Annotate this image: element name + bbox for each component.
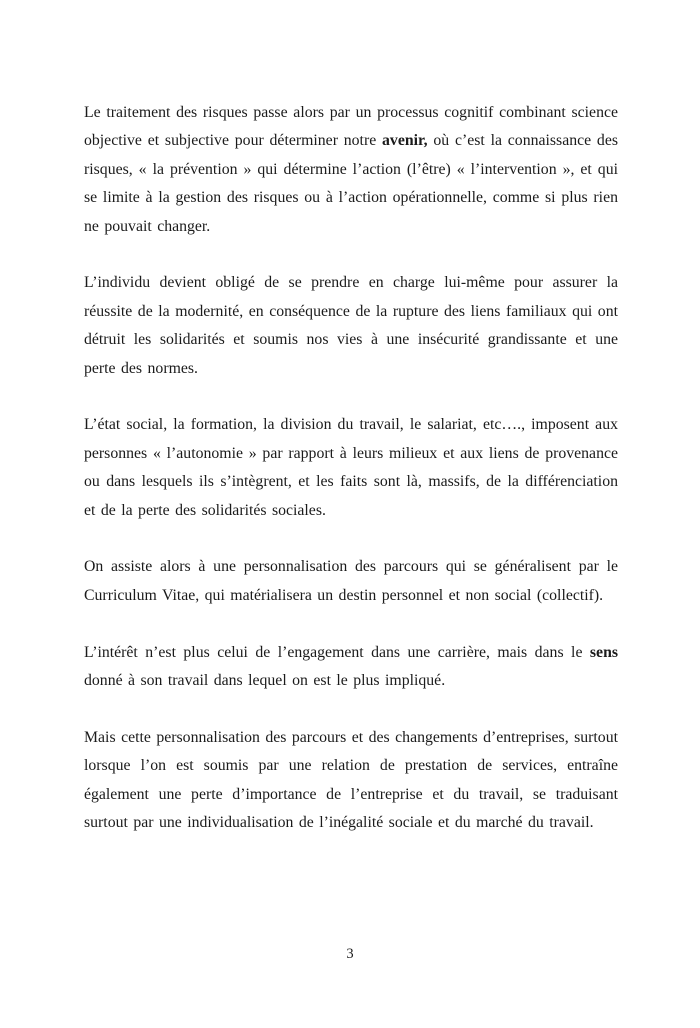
paragraph-text: L’état social, la formation, la division du travail, le salariat, etc…., imposent aux personnes « l’autonomie » par rapport à leurs milieux et aux liens de provenance ou dans lesquels ils s’intègrent, et les faits sont là, massifs, de la différenciation et de la perte des solidarités sociales.: [84, 416, 618, 519]
paragraph: [84, 639, 618, 696]
paragraph: [84, 99, 618, 241]
paragraph-text: L’intérêt n’est plus celui de l’engagement dans une carrière, mais dans le: [84, 643, 590, 661]
paragraph: [84, 724, 618, 838]
paragraph-text-bold: avenir,: [382, 132, 428, 150]
paragraph: [84, 553, 618, 610]
paragraph-text: Le traitement des risques passe alors par un processus cognitif combinant science objective et subjective pour déterminer notre: [84, 104, 618, 150]
paragraph-text: où c’est la connaissance des risques, « la prévention » qui détermine l’action (l’être) « l’intervention », et qui se limite à la gestion des risques ou à l’action opérationnelle, comme si plus rien ne pouvait changer.: [84, 132, 618, 235]
paragraph: [84, 411, 618, 525]
paragraph-text-bold: sens: [589, 643, 618, 661]
page-number: 3: [346, 946, 354, 962]
paragraph-text: L’individu devient obligé de se prendre en charge lui-même pour assurer la réussite de la modernité, en conséquence de la rupture des liens familiaux qui ont détruit les solidarités et soumis nos vies à une insécurité grandissante et une perte des normes.: [84, 274, 618, 377]
paragraph-text: donné à son travail dans lequel on est le plus impliqué.: [84, 672, 446, 690]
paragraph-text: Mais cette personnalisation des parcours et des changements d’entreprises, surtout lorsque l’on est soumis par une relation de prestation de services, entraîne également une perte d’importance de l’entreprise et du travail, se traduisant surtout par une individualisation de l’inégalité sociale et du marché du travail.: [84, 728, 618, 832]
paragraph: [84, 269, 618, 383]
paragraph-text: On assiste alors à une personnalisation des parcours qui se généralisent par le Curriculum Vitae, qui matérialisera un destin personnel et non social (collectif).: [84, 558, 618, 604]
document-body: [84, 99, 618, 837]
